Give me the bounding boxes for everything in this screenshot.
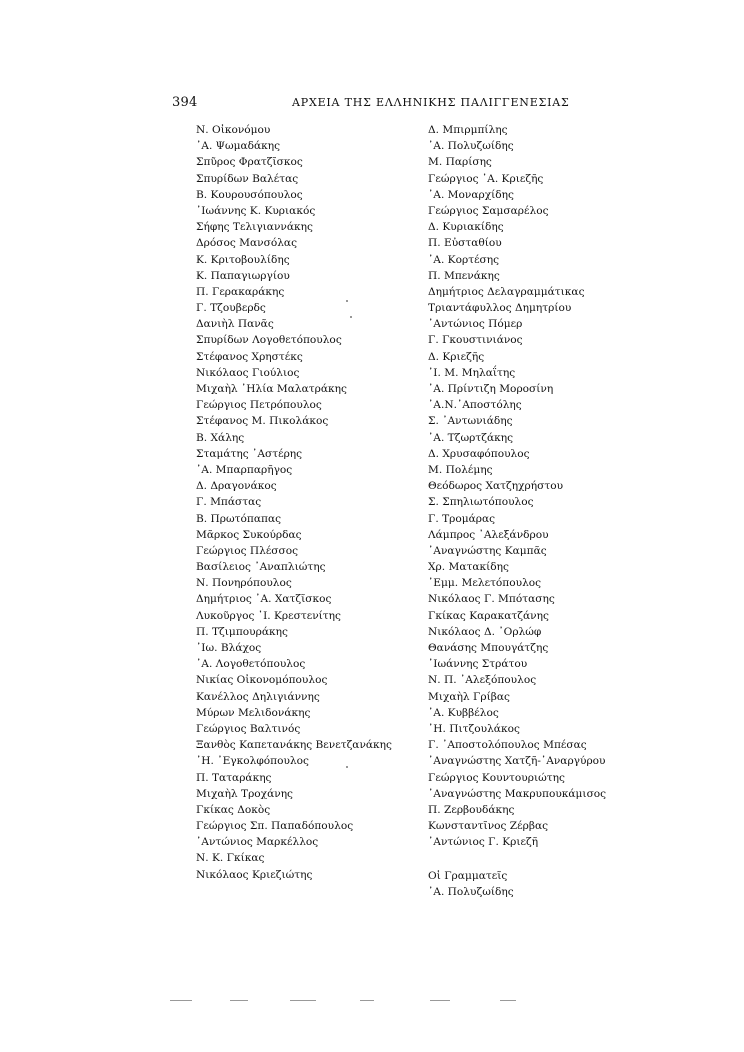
signatory-name: Ν. Κ. Γκίκας [196, 852, 265, 865]
signatory-name: Γ. Μπάστας [196, 496, 262, 509]
signatory-name: Σπυρίδων Βαλέτας [196, 172, 299, 185]
signatory-name: Γεώργιος Σπ. Παπαδόπουλος [196, 820, 354, 833]
signatory-name: Σ. Σπηλιωτόπουλος [428, 496, 534, 509]
signatory-name: Νικίας Οἰκονομόπουλος [196, 674, 328, 687]
signatory-name: Δ. Κυριακίδης [428, 221, 504, 234]
signatory-name: Γεώργιος Κουντουριώτης [428, 771, 565, 784]
signatory-name: Μ. Παρίσης [428, 156, 492, 169]
signatory-name: Δρόσος Μανσόλας [196, 237, 298, 250]
signatory-name: Κ. Παπαγιωργίου [196, 269, 290, 282]
signatory-name: Σ. ᾿Αντωνιάδης [428, 415, 513, 428]
signatory-name: Μιχαὴλ Γρίβας [428, 690, 510, 703]
signatory-name: Γεώργιος Βαλτινός [196, 722, 301, 735]
scan-speck [346, 766, 348, 768]
signatory-name: Δ. Χρυσαφόπουλος [428, 447, 530, 460]
signatory-name: Γεώργιος Πλέσσος [196, 544, 299, 557]
signatory-name: Δημήτριος Δελαγραμμάτικας [428, 285, 585, 298]
signatory-name: Γκίκας Καρακατζάνης [428, 609, 549, 622]
signatory-name: ᾿Α. Τζωρτζάκης [428, 431, 514, 444]
signatory-name: ᾿Ιωάννης Στράτου [428, 658, 528, 671]
signatory-name: Ξανθὸς Καπετανάκης Βενετζανάκης [196, 739, 392, 752]
signatory-name: ᾿Ιω. Βλάχος [196, 642, 262, 654]
signatories-right-column [428, 122, 606, 850]
signatory-name: Σπῦρος Φρατζῖσκος [196, 156, 303, 169]
signatory-name: Μύρων Μελιδονάκης [196, 706, 311, 719]
signatory-name: Στέφανος Χρηστέκς [196, 350, 303, 363]
signatory-name: Λάμπρος ᾿Αλεξάνδρου [428, 528, 549, 541]
signatory-name: Νικόλαος Γ. Μπότασης [428, 593, 555, 606]
secretaries-block [428, 868, 514, 900]
signatory-name: Μ. Πολέμης [428, 463, 493, 476]
signatory-name: ᾿Αναγνώστης Μακρυπουκάμισος [428, 787, 607, 800]
signatory-name: ᾿Αναγνώστης Χατζῆ-᾿Αναργύρου [428, 755, 606, 768]
signatory-name: ᾿Α.Ν.᾿Αποστόλης [428, 399, 522, 412]
signatory-name: Β. Πρωτόπαπας [196, 512, 282, 525]
signatory-name: Ν. Πονηρόπουλος [196, 577, 292, 590]
signatory-name: Γ. Τρομάρας [428, 512, 496, 525]
signatory-name: Λυκοῦργος ᾿Ι. Κρεστενίτης [196, 609, 341, 622]
signatory-name: Δανιὴλ Πανᾶς [196, 318, 274, 331]
secretary-name: ᾿Α. Πολυζωίδης [428, 886, 514, 899]
signatory-name: Μιχαὴλ ᾿Ηλία Μαλατράκης [196, 383, 347, 395]
signatory-name: ᾿Α. Κορτέσης [428, 253, 500, 266]
signatory-name: ᾿Η. Πιτζουλάκος [428, 722, 520, 735]
signatory-name: Π. Ταταράκης [196, 771, 272, 784]
signatory-name: ᾿Εμμ. Μελετόπουλος [428, 577, 542, 590]
signatory-name: Δημήτριος ᾿Α. Χατζῖσκος [196, 593, 332, 606]
signatory-name: Βασίλειος ᾿Αναπλιώτης [196, 561, 326, 574]
signatory-name: Κωνσταντῖνος Ζέρβας [428, 820, 549, 833]
signatory-name: Β. Χάλης [196, 431, 245, 444]
signatory-name: Γ. ᾿Αποστολόπουλος Μπέσας [428, 739, 587, 752]
signatory-name: ᾿Αντώνιος Γ. Κριεζῆ [428, 836, 539, 849]
signatories-left-column [196, 122, 392, 883]
signatory-name: ᾿Αντώνιος Πόμερ [428, 318, 523, 331]
signatory-name: ᾿Α. Πρίντιζη Μοροσίνη [428, 383, 554, 395]
signatory-name: Χρ. Ματακίδης [428, 561, 509, 574]
signatory-name: Γκίκας Δοκὸς [196, 803, 271, 816]
signatory-name: Σήφης Τελιγιαννάκης [196, 221, 313, 234]
scan-edge-marks [170, 1000, 570, 1002]
signatory-name: Γ. Γκουστινιάνος [428, 334, 523, 347]
signatory-name: Μιχαὴλ Τροχάνης [196, 787, 293, 800]
signatory-name: Δ. Μπιρμπίλης [428, 124, 508, 136]
signatory-name: ᾿Α. Πολυζωίδης [428, 140, 514, 153]
signatory-name: Νικόλαος Κριεζιώτης [196, 868, 313, 881]
signatory-name: Κανέλλος Δηλιγιάννης [196, 690, 320, 703]
secretaries-heading: Οἱ Γραμματεῖς [428, 870, 508, 882]
signatory-name: Γ. Τζουβερδς [196, 302, 266, 315]
signatory-name: ᾿Αναγνώστης Καμπᾶς [428, 544, 547, 557]
signatory-name: Γεώργιος Σαμσαρέλος [428, 204, 549, 217]
page-number: 394 [172, 95, 198, 110]
signatory-name: Π. Μπενάκης [428, 269, 500, 282]
signatory-name: Τριαντάφυλλος Δημητρίου [428, 302, 572, 315]
signatory-name: Στέφανος Μ. Πικολάκος [196, 415, 329, 428]
scan-speck [350, 316, 352, 318]
signatory-name: ᾿Α. Ψωμαδάκης [196, 140, 281, 153]
signatory-name: Π. Ζερβουδάκης [428, 803, 515, 816]
signatory-name: Κ. Κριτοβουλίδης [196, 253, 290, 266]
signatory-name: ᾿Α. Λογοθετόπουλος [196, 658, 306, 671]
signatory-name: Γεώργιος ᾿Α. Κριεζῆς [428, 172, 544, 185]
signatory-name: Γεώργιος Πετρόπουλος [196, 399, 322, 412]
signatory-name: ᾿Αντώνιος Μαρκέλλος [196, 836, 319, 849]
signatory-name: Σπυρίδων Λογοθετόπουλος [196, 334, 342, 347]
signatory-name: Δ. Κριεζῆς [428, 350, 485, 363]
signatory-name: Π. Γερακαράκης [196, 285, 285, 298]
signatory-name: Θεόδωρος Χατζηχρήστου [428, 480, 564, 493]
signatory-name: Σταμάτης ᾿Αστέρης [196, 447, 303, 460]
signatory-name: Μᾶρκος Συκούρδας [196, 528, 302, 541]
signatory-name: ᾿Ιωάννης Κ. Κυριακός [196, 204, 316, 217]
signatory-name: Ν. Οἰκονόμου [196, 124, 271, 136]
signatory-name: Νικόλαος Γιούλιος [196, 366, 300, 379]
signatory-name: ᾿Η. ᾿Εγκολφόπουλος [196, 755, 309, 768]
signatory-name: Β. Κουρουσόπουλος [196, 188, 303, 201]
signatory-name: ᾿Α. Μοναρχίδης [428, 188, 514, 201]
signatory-name: Νικόλαος Δ. ᾿Ορλώφ [428, 625, 542, 638]
signatory-name: Π. Τζιμπουράκης [196, 625, 288, 638]
signatory-name: ᾿Ι. Μ. Μηλαΐτης [428, 366, 516, 379]
signatory-name: Θανάσης Μπουγάτζης [428, 642, 549, 654]
signatory-name: ᾿Α. Κυββέλος [428, 706, 499, 719]
scan-speck [346, 300, 348, 302]
running-title: ΑΡΧΕΙΑ ΤΗΣ ΕΛΛΗΝΙΚΗΣ ΠΑΛΙΓΓΕΝΕΣΙΑΣ [292, 96, 570, 109]
signatory-name: ᾿Α. Μπαρπαρῆγος [196, 463, 293, 476]
signatory-name: Ν. Π. ᾿Αλεξόπουλος [428, 674, 537, 687]
signatory-name: Π. Εὐσταθίου [428, 237, 502, 250]
signatory-name: Δ. Δραγονάκος [196, 480, 277, 493]
